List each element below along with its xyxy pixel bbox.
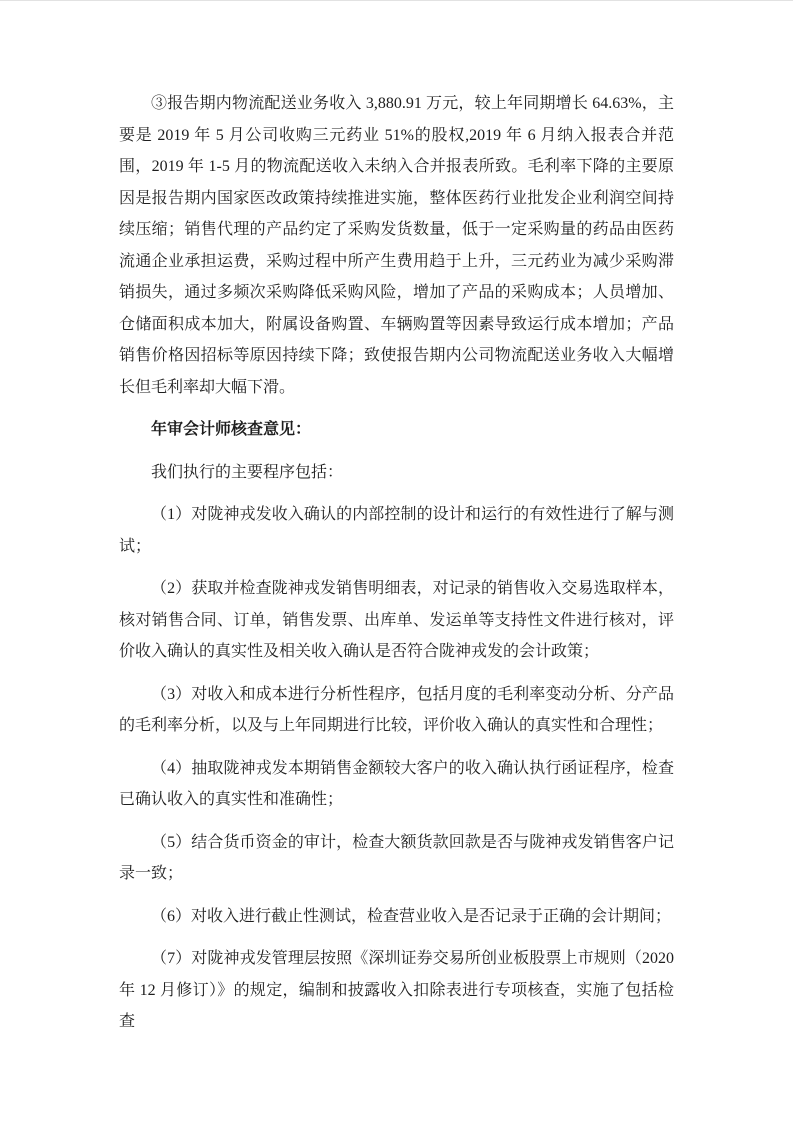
document-body	[119, 88, 674, 1038]
section-heading-annual-auditor-opinion: 年审会计师核查意见：	[151, 421, 312, 438]
procedure-item-2: （2）获取并检查陇神戎发销售明细表，对记录的销售收入交易选取样本，核对销售合同、订单，销售发票、出库单、发运单等支持性文件进行核对，评价收入确认的真实性及相关收入确认是否符合陇神戎发的会计政策；	[119, 580, 674, 660]
paragraph-procedures-intro: 我们执行的主要程序包括：	[151, 463, 344, 481]
procedure-item-7: （7）对陇神戎发管理层按照《深圳证券交易所创业板股票上市规则（2020 年 12 月修订）》的规定，编制和披露收入扣除表进行专项核查，实施了包括检查	[119, 950, 674, 1030]
procedure-item-3: （3）对收入和成本进行分析性程序，包括月度的毛利率变动分析、分产品的毛利率分析，以及与上年同期进行比较，评价收入确认的真实性和合理性；	[119, 685, 674, 734]
paragraph-logistics-revenue-analysis: ③报告期内物流配送业务收入 3,880.91 万元，较上年同期增长 64.63%，主要是 2019 年 5 月公司收购三元药业 51%的股权,2019 年 6 月纳入报表合并范围，2019 年 1-5 月的物流配送收入未纳入合并报表所致。毛利率下降的主要原因是报告期内国家医改政策持续推进实施，整体医药行业批发企业利润空间持续压缩；销售代理的产品约定了采购发货数量，低于一定采购量的药品由医药流通企业承担运费，采购过程中所产生费用趋于上升，三元药业为减少采购滞销损失，通过多频次采购降低采购风险，增加了产品的采购成本；人员增加、仓储面积成本加大，附属设备购置、车辆购置等因素导致运行成本增加；产品销售价格因招标等原因持续下降；致使报告期内公司物流配送业务收入大幅增长但毛利率却大幅下滑。	[119, 95, 674, 396]
procedure-item-1: （1）对陇神戎发收入确认的内部控制的设计和运行的有效性进行了解与测试；	[119, 506, 674, 555]
procedure-item-4: （4）抽取陇神戎发本期销售金额较大客户的收入确认执行函证程序，检查已确认收入的真实性和准确性；	[119, 759, 674, 808]
procedure-item-5: （5）结合货币资金的审计，检查大额货款回款是否与陇神戎发销售客户记录一致；	[119, 833, 674, 882]
procedure-item-6: （6）对收入进行截止性测试，检查营业收入是否记录于正确的会计期间；	[151, 907, 672, 925]
